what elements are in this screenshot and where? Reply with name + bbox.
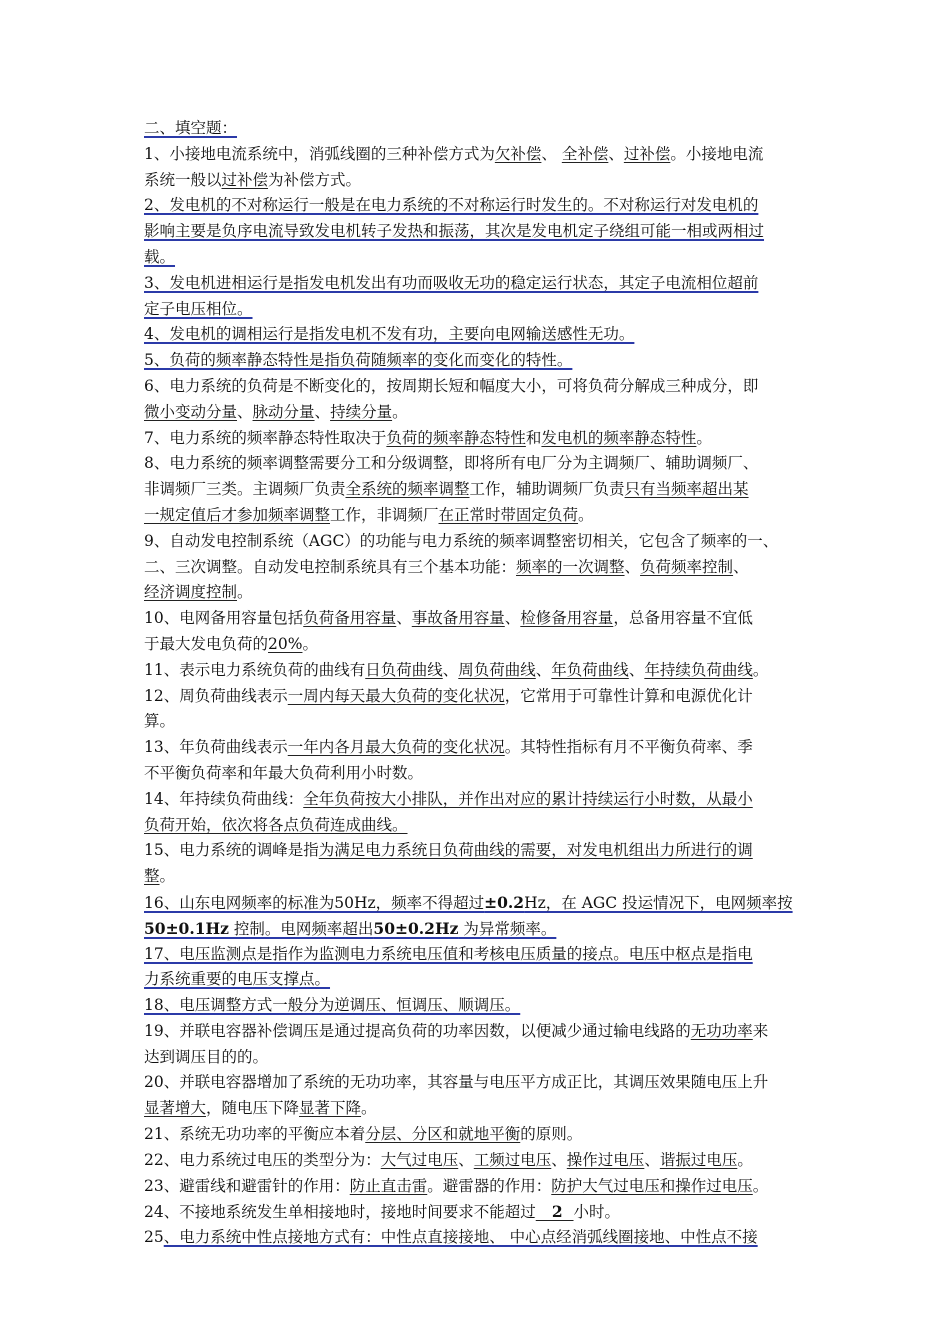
text-segment: ，随电压下降 (206, 1099, 300, 1118)
text-segment: 23、避雷线和避雷针的作用： (144, 1176, 350, 1195)
underlined-answer: 显著下降 (299, 1099, 362, 1118)
text-segment: 、 (541, 144, 562, 163)
text-line (144, 606, 808, 632)
text-segment: 22、电力系统过电压的类型分为： (144, 1150, 381, 1169)
text-segment: 15、电力系统的调峰是指 (144, 841, 319, 860)
text-segment: 。 (392, 402, 408, 421)
underlined-answer: 50±0.2Hz (373, 918, 459, 938)
text-line (144, 477, 808, 503)
text-line (144, 632, 808, 658)
underlined-answer: 3、发电机进相运行是指发电机发出有功而吸收无功的稳定运行状态，其定子电流相位超前 (144, 273, 759, 292)
text-segment: 、 (504, 609, 521, 628)
text-segment: 。 (737, 1150, 753, 1169)
text-segment: 、 (237, 402, 253, 421)
text-segment: 21、系统无功功率的平衡应本着 (144, 1125, 366, 1144)
text-segment: 、 (314, 402, 331, 421)
underlined-answer: 4、发电机的调相运行是指发电机不发有功，主要向电网输送感性无功。 (144, 325, 635, 344)
underlined-answer: 年负荷曲线 (551, 660, 629, 679)
text-segment: 。小接地电流 (670, 144, 764, 163)
underlined-answer: 检修备用容量 (520, 609, 614, 628)
underlined-answer: 分层、分区和就地平衡 (365, 1125, 521, 1144)
text-segment: 。 (302, 634, 318, 653)
text-line (144, 1045, 808, 1071)
text-line (144, 271, 808, 297)
underlined-answer: 载。 (144, 247, 176, 266)
text-segment: 工作，辅助调频厂负责 (469, 480, 625, 499)
text-segment: 。 (696, 428, 712, 447)
text-segment: 、 (644, 1150, 660, 1169)
text-line (144, 322, 808, 348)
underlined-answer: 全补偿 (561, 144, 609, 163)
text-line (144, 916, 808, 942)
text-segment: 的原则。 (520, 1125, 583, 1144)
underlined-answer: 一年内各月最大负荷的变化状况 (287, 738, 505, 757)
text-line (144, 1199, 808, 1225)
underlined-answer: 20% (268, 634, 303, 653)
text-segment: 13、年负荷曲线表示 (144, 738, 288, 757)
underlined-answer: 二、填空题： (144, 119, 238, 137)
text-line (144, 348, 808, 374)
text-segment: 14、年持续负荷曲线： (144, 789, 304, 808)
underlined-answer: 无功功率 (690, 1021, 753, 1040)
text-line (144, 451, 808, 477)
text-segment: 、 (624, 557, 641, 576)
underlined-answer: 定子电压相位。 (144, 299, 253, 318)
underlined-answer: 2、发电机的不对称运行一般是在电力系统的不对称运行时发生的。不对称运行对发电机的 (144, 196, 759, 215)
text-line (144, 219, 808, 245)
text-segment: 、 (535, 660, 552, 679)
underlined-answer: 事故备用容量 (411, 609, 505, 628)
text-segment: 算。 (144, 712, 176, 731)
text-line (144, 993, 808, 1019)
text-segment: 、 (551, 1150, 567, 1169)
text-line (144, 297, 808, 323)
text-segment: 9、自动发电控制系统（AGC）的功能与电力系统的频率调整密切相关，它包含了频率的一、 (144, 531, 779, 550)
text-line (144, 1174, 808, 1200)
text-segment: 来 (752, 1021, 769, 1040)
underlined-answer: 显著增大 (144, 1099, 207, 1118)
text-line (144, 555, 808, 581)
text-line (144, 967, 808, 993)
underlined-answer: 防止直击雷 (349, 1176, 428, 1195)
underlined-answer: 发电机的频率静态特性 (541, 428, 697, 447)
text-line (144, 942, 808, 968)
underlined-answer: 2 (535, 1202, 574, 1222)
text-segment: 8、电力系统的频率调整需要分工和分级调整，即将所有电厂分为主调频厂、辅助调频厂、 (144, 454, 759, 473)
underlined-answer: 周负荷曲线 (458, 660, 536, 679)
text-segment: 。 (237, 583, 253, 602)
text-line (144, 1148, 808, 1174)
text-segment: 非调频厂三类。主调频厂负责 (144, 480, 346, 499)
underlined-answer: 操作过电压 (566, 1150, 645, 1169)
underlined-answer: 工频过电压 (473, 1150, 552, 1169)
text-segment: 、 (458, 1150, 474, 1169)
text-segment: 19、并联电容器补偿调压是通过提高负荷的功率因数，以便减少通过输电线路的 (144, 1021, 691, 1040)
text-segment: 、 (733, 557, 749, 576)
underlined-answer: Hz，在 AGC 投运情况下，电网频率按 (524, 893, 793, 912)
underlined-answer: 全系统的频率调整 (345, 480, 470, 499)
underlined-answer: 负荷备用容量 (303, 609, 397, 628)
text-segment: 20、并联电容器增加了系统的无功功率，其容量与电压平方成正比，其调压效果随电压上升 (144, 1073, 769, 1092)
underlined-answer: 持续分量 (330, 402, 393, 421)
text-line (144, 400, 808, 426)
underlined-answer: 为异常频率。 (458, 919, 557, 938)
text-segment: 和 (525, 428, 542, 447)
text-line (144, 658, 808, 684)
text-line (144, 503, 808, 529)
text-segment: 、 (396, 609, 412, 628)
text-segment: 。 (159, 867, 176, 886)
text-line (144, 374, 808, 400)
text-line (144, 813, 808, 839)
underlined-answer: ±0.2 (484, 892, 525, 912)
underlined-answer: 防护大气过电压和操作过电压 (551, 1176, 753, 1195)
text-segment: 。避雷器的作用： (427, 1176, 552, 1195)
underlined-answer: 控制。电网频率超出 (228, 919, 374, 938)
text-line (144, 684, 808, 710)
underlined-answer: 、电力系统中性点接地方式有：中性点直接接地、 中心点经消弧线圈接地、中性点不接 (163, 1228, 758, 1247)
underlined-answer: 大气过电压 (380, 1150, 459, 1169)
text-line (144, 838, 808, 864)
text-line (144, 168, 808, 194)
underlined-answer: 负荷频率控制 (640, 557, 734, 576)
text-line (144, 1096, 808, 1122)
underlined-answer: 过补偿 (221, 170, 269, 189)
text-segment: 二、三次调整。自动发电控制系统具有三个基本功能： (144, 557, 517, 576)
underlined-answer: 在正常时带固定负荷 (438, 505, 579, 524)
underlined-answer: 整 (144, 867, 160, 886)
underlined-answer: 年持续负荷曲线 (644, 660, 753, 679)
underlined-answer: 18、电压调整方式一般分为逆调压、恒调压、顺调压。 (144, 996, 521, 1015)
underlined-answer: 为满足电力系统日负荷曲线的需要，对发电机组出力所进行的调 (318, 841, 753, 860)
text-segment: 。 (361, 1099, 377, 1118)
underlined-answer: 过补偿 (623, 144, 671, 163)
text-segment: 10、电网备用容量包括 (144, 609, 304, 628)
underlined-answer: 全年负荷按大小排队，并作出对应的累计持续运行小时数，从最小 (303, 789, 753, 808)
text-segment: 、 (628, 660, 645, 679)
text-segment: 系统一般以 (144, 170, 222, 189)
underlined-answer: 负荷的频率静态特性 (386, 428, 526, 447)
text-line (144, 529, 808, 555)
text-line (144, 1225, 808, 1251)
text-segment: 24、不接地系统发生单相接地时，接地时间要求不能超过 (144, 1203, 536, 1222)
text-line (144, 735, 808, 761)
text-segment: ，它常用于可靠性计算和电源优化计 (504, 686, 753, 705)
text-line (144, 709, 808, 735)
text-segment: 。其特性指标有月不平衡负荷率、季 (504, 738, 753, 757)
text-segment: 工作，非调频厂 (330, 505, 439, 524)
text-segment: 12、周负荷曲线表示 (144, 686, 288, 705)
underlined-answer: 5、负荷的频率静态特性是指负荷随频率的变化而变化的特性。 (144, 351, 573, 370)
text-line (144, 426, 808, 452)
underlined-answer: 只有当频率超出某 (624, 480, 749, 499)
text-line (144, 890, 808, 916)
underlined-answer: 17、电压监测点是指作为监测电力系统电压值和考核电压质量的接点。电压中枢点是指电 (144, 944, 753, 963)
fill-in-blank-section (144, 116, 808, 1251)
text-line (144, 1122, 808, 1148)
text-segment: 。 (578, 505, 594, 524)
text-line (144, 864, 808, 890)
underlined-answer: 50±0.1Hz (144, 918, 229, 938)
text-segment: 11、表示电力系统负荷的曲线有 (144, 660, 366, 679)
text-line (144, 193, 808, 219)
text-segment: 为补偿方式。 (268, 170, 362, 189)
section-heading (144, 116, 808, 142)
text-segment: 、 (608, 144, 624, 163)
text-segment: 25 (144, 1228, 164, 1247)
text-segment: 1、小接地电流系统中，消弧线圈的三种补偿方式为 (144, 144, 495, 163)
text-segment: 6、电力系统的负荷是不断变化的，按周期长短和幅度大小，可将负荷分解成三种成分，即 (144, 376, 759, 395)
underlined-answer: 谐振过电压 (659, 1150, 738, 1169)
text-line (144, 787, 808, 813)
text-segment: 达到调压目的的。 (144, 1047, 269, 1066)
text-line (144, 1070, 808, 1096)
text-line (144, 761, 808, 787)
underlined-answer: 频率的一次调整 (516, 557, 625, 576)
text-segment: 小时。 (573, 1203, 621, 1222)
underlined-answer: 16、山东电网频率的标准为50Hz，频率不得超过 (144, 893, 485, 912)
underlined-answer: 脉动分量 (252, 402, 315, 421)
text-segment: 不平衡负荷率和年最大负荷利用小时数。 (144, 763, 424, 782)
text-line (144, 245, 808, 271)
underlined-answer: 一周内每天最大负荷的变化状况 (287, 686, 505, 705)
underlined-answer: 力系统重要的电压支撑点。 (144, 970, 331, 989)
text-segment: 7、电力系统的频率静态特性取决于 (144, 428, 387, 447)
text-segment: ，总备用容量不宜低 (613, 609, 753, 628)
text-segment: 。 (752, 1176, 769, 1195)
text-segment: 、 (442, 660, 459, 679)
text-line (144, 142, 808, 168)
text-line (144, 580, 808, 606)
underlined-answer: 日负荷曲线 (365, 660, 443, 679)
text-segment: 。 (752, 660, 769, 679)
underlined-answer: 影响主要是负序电流导致发电机转子发热和振荡，其次是发电机定子绕组可能一相或两相过 (144, 222, 765, 241)
underlined-answer: 负荷开始，依次将各点负荷连成曲线。 (144, 815, 408, 834)
text-segment: 于最大发电负荷的 (144, 634, 269, 653)
text-line (144, 1019, 808, 1045)
underlined-answer: 微小变动分量 (144, 402, 238, 421)
underlined-answer: 经济调度控制 (144, 583, 238, 602)
underlined-answer: 欠补偿 (494, 144, 542, 163)
underlined-answer: 一规定值后才参加频率调整 (144, 505, 331, 524)
